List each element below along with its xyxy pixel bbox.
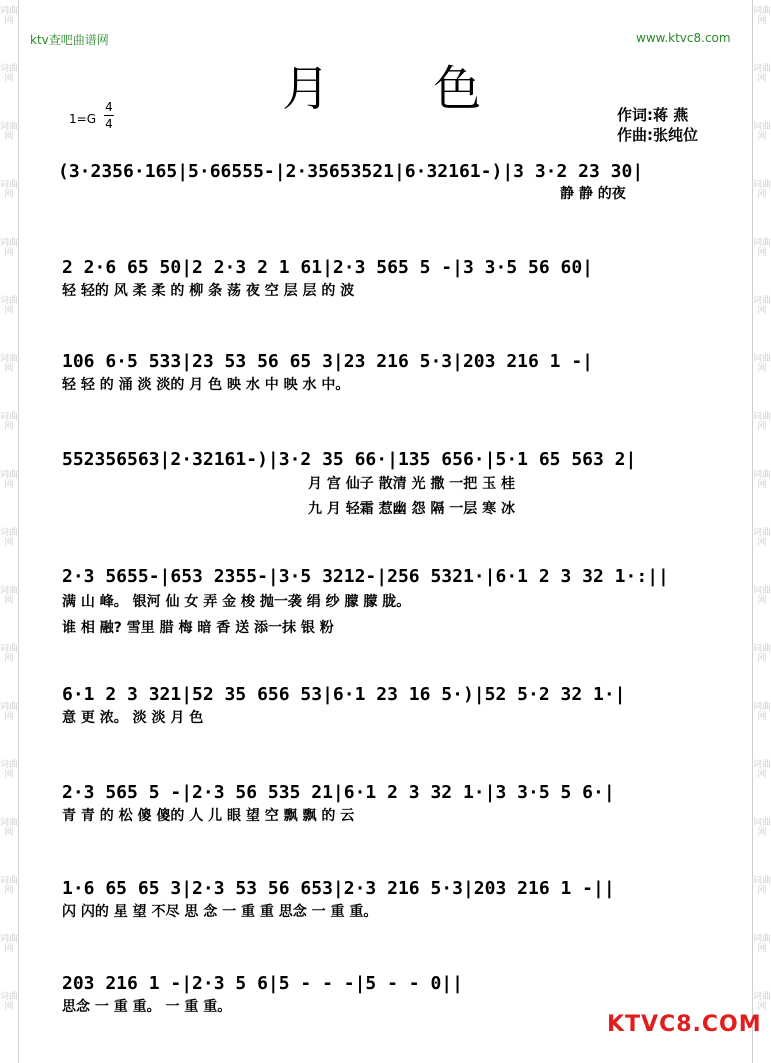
score-row — [62, 878, 615, 920]
lyric-line: 满 山 峰。 银河 仙 女 弄 金 梭 抛一袭 绢 纱 朦 朦 胧。 — [62, 594, 411, 610]
site-name: ktv查吧曲谱网 — [30, 33, 109, 47]
lyric-line: 轻 轻的 风 柔 柔 的 柳 条 荡 夜 空 层 层 的 波 — [62, 283, 355, 299]
side-watermark-text: 词曲网 — [753, 760, 771, 780]
side-watermark-text: 词曲网 — [753, 644, 771, 664]
side-watermark-text: 词曲网 — [0, 760, 19, 780]
lyric-line: 九 月 轻霜 惹幽 怨 隔 一层 寒 冰 — [308, 501, 515, 517]
lyric-line: 轻 轻 的 涌 淡 淡的 月 色 映 水 中 映 水 中。 — [62, 377, 350, 393]
side-watermark-text: 词曲网 — [753, 354, 771, 374]
notation-line: 2 2·6 65 50|2 2·3 2 1 61|2·3 565 5 -|3 3·5 56 60| — [62, 257, 594, 278]
score-row — [62, 684, 626, 726]
side-watermark-text: 词曲网 — [753, 296, 771, 316]
meter-bottom: 4 — [105, 117, 113, 131]
lyric-line: 月 宫 仙子 散清 光 撒 一把 玉 桂 — [308, 476, 515, 492]
score-row — [62, 782, 615, 824]
side-watermark-text: 词曲网 — [753, 470, 771, 490]
side-watermark-text: 词曲网 — [0, 934, 19, 954]
lyric-line: 静 静 的夜 — [560, 186, 626, 202]
score-row — [62, 566, 669, 636]
side-watermark-text: 词曲网 — [753, 6, 771, 26]
side-watermark-text: 词曲网 — [0, 644, 19, 664]
key-signature: 1=G — [69, 112, 96, 126]
side-watermark-text: 词曲网 — [0, 238, 19, 258]
side-watermark-text: 词曲网 — [0, 296, 19, 316]
watermark-text: KTVC8.COM — [607, 1012, 762, 1037]
lyric-line: 思念 一 重 重。 一 重 重。 — [62, 999, 232, 1015]
song-title: 月 色 — [282, 61, 526, 117]
side-watermark-text: 词曲网 — [753, 412, 771, 432]
notation-line: 1·6 65 65 3|2·3 53 56 653|2·3 216 5·3|203 216 1 -|| — [62, 878, 615, 899]
composer-credit: 作曲:张纯位 — [617, 126, 698, 144]
side-watermark-text: 词曲网 — [0, 6, 19, 26]
side-watermark-text: 词曲网 — [753, 934, 771, 954]
meter-top: 4 — [105, 100, 113, 114]
side-watermark-text: 词曲网 — [753, 122, 771, 142]
lyric-line: 谁 相 融? 雪里 腊 梅 暗 香 送 添一抹 银 粉 — [62, 620, 334, 636]
notation-line: 552356563|2·32161-)|3·2 35 66·|135 656·|5·1 65 563 2| — [62, 449, 637, 470]
notation-line: 6·1 2 3 321|52 35 656 53|6·1 23 16 5·)|52 5·2 32 1·| — [62, 684, 626, 705]
score-row — [61, 257, 593, 299]
side-watermark-text: 词曲网 — [753, 702, 771, 722]
side-watermark-text: 词曲网 — [0, 180, 19, 200]
side-watermark-text: 词曲网 — [0, 702, 19, 722]
side-watermark-text: 词曲网 — [0, 876, 19, 896]
notation-line: 203 216 1 -|2·3 5 6|5 - - -|5 - - 0|| — [62, 973, 463, 994]
lyric-line: 青 青 的 松 傻 傻的 人 儿 眼 望 空 飘 飘 的 云 — [62, 808, 355, 824]
side-watermark-text: 词曲网 — [0, 470, 19, 490]
lyric-line: 闪 闪的 星 望 不尽 思 念 一 重 重 思念 一 重 重。 — [62, 904, 378, 920]
side-watermark-text: 词曲网 — [753, 180, 771, 200]
side-watermark-text: 词曲网 — [753, 586, 771, 606]
site-url: www.ktvc8.com — [636, 31, 731, 45]
side-watermark-text: 词曲网 — [0, 354, 19, 374]
side-watermark-text: 词曲网 — [0, 64, 19, 84]
side-watermark-text: 词曲网 — [753, 528, 771, 548]
side-watermark-text: 词曲网 — [0, 122, 19, 142]
side-watermark-text: 词曲网 — [0, 412, 19, 432]
side-watermark-text: 词曲网 — [753, 64, 771, 84]
side-watermark-text: 词曲网 — [753, 818, 771, 838]
side-watermark-text: 词曲网 — [753, 992, 771, 1012]
notation-line: (3·2356·165|5·66555-|2·35653521|6·32161-)|3 3·2 23 30| — [58, 161, 644, 182]
side-watermark-text: 词曲网 — [0, 818, 19, 838]
lyricist-credit: 作词:蒋 燕 — [617, 106, 689, 124]
score-row — [62, 973, 463, 1015]
side-watermark-text: 词曲网 — [753, 876, 771, 896]
side-watermark-text: 词曲网 — [753, 238, 771, 258]
score-row — [62, 449, 636, 517]
notation-line: 106 6·5 533|23 53 56 65 3|23 216 5·3|203 216 1 -| — [62, 351, 594, 372]
score-row — [61, 351, 593, 393]
notation-line: 2·3 565 5 -|2·3 56 535 21|6·1 2 3 32 1·|3 3·5 5 6·| — [62, 782, 615, 803]
lyric-line: 意 更 浓。 淡 淡 月 色 — [62, 710, 204, 726]
score-row — [58, 161, 643, 202]
site-watermark-logo — [607, 1012, 762, 1037]
notation-line: 2·3 5655-|653 2355-|3·5 3212-|256 5321·|6·1 2 3 32 1·:|| — [62, 566, 669, 587]
side-watermark-text: 词曲网 — [0, 528, 19, 548]
side-watermark-text: 词曲网 — [0, 992, 19, 1012]
side-watermark-text: 词曲网 — [0, 586, 19, 606]
